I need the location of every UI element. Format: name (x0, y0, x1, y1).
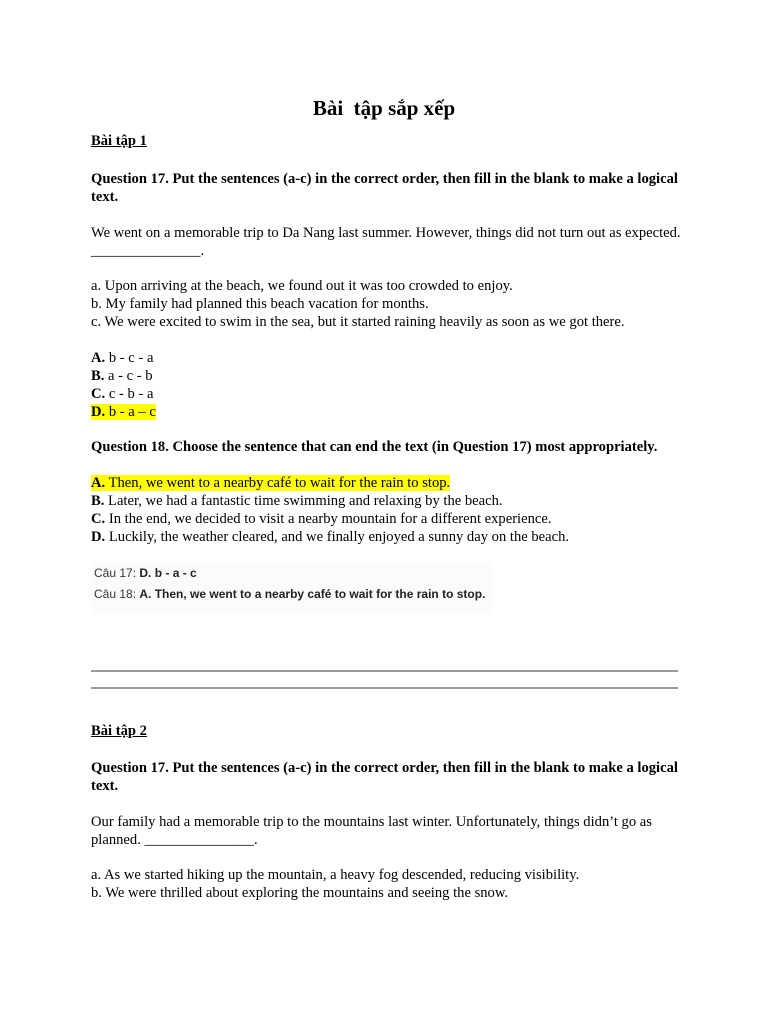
exercise-1-heading: Bài tập 1 (91, 133, 147, 149)
ex1-q18-option-a: A. Then, we went to a nearby café to wait for the rain to stop. (91, 475, 451, 491)
answer-q17: Câu 17: D. b - a - c (94, 566, 197, 580)
answer-key-image (91, 562, 493, 614)
divider-line (91, 687, 678, 689)
ex1-q17-option-a: A. b - c - a (91, 350, 154, 366)
ex1-q18-option-c: C. In the end, we decided to visit a nearby mountain for a different experience. (91, 511, 552, 527)
page-title: Bài tập sắp xếp (312, 96, 456, 120)
ex2-q17-intro: Our family had a memorable trip to the mountains last winter. Unfortunately, things didn’t go as planned. _______________. (91, 814, 652, 848)
ex1-q17-option-b: B. a - c - b (91, 368, 153, 384)
ex1-q17-option-d: D. b - a – c (91, 404, 156, 420)
ex1-q17-intro: We went on a memorable trip to Da Nang last summer. However, things did not turn out as expected. _______________. (91, 225, 681, 259)
ex2-q17-prompt: Question 17. Put the sentences (a-c) in the correct order, then fill in the blank to make a logical text. (91, 760, 678, 794)
ex2-sentence-a: a. As we started hiking up the mountain, a heavy fog descended, reducing visibility. (91, 867, 580, 883)
ex1-q18-option-d: D. Luckily, the weather cleared, and we finally enjoyed a sunny day on the beach. (91, 529, 570, 545)
ex1-sentence-a: a. Upon arriving at the beach, we found out it was too crowded to enjoy. (91, 278, 513, 294)
ex1-q17-prompt: Question 17. Put the sentences (a-c) in the correct order, then fill in the blank to make a logical text. (91, 171, 678, 205)
ex1-sentence-c: c. We were excited to swim in the sea, but it started raining heavily as soon as we got there. (91, 314, 625, 330)
divider-line (91, 670, 678, 672)
ex1-sentence-b: b. My family had planned this beach vacation for months. (91, 296, 429, 312)
ex1-q17-option-c: C. c - b - a (91, 386, 154, 402)
exercise-2-heading: Bài tập 2 (91, 723, 147, 739)
ex1-q18-prompt: Question 18. Choose the sentence that can end the text (in Question 17) most appropriately. (91, 439, 658, 455)
answer-q18: Câu 18: A. Then, we went to a nearby café to wait for the rain to stop. (94, 587, 486, 601)
ex1-q18-option-b: B. Later, we had a fantastic time swimming and relaxing by the beach. (91, 493, 503, 509)
ex2-sentence-b: b. We were thrilled about exploring the mountains and seeing the snow. (91, 885, 509, 901)
